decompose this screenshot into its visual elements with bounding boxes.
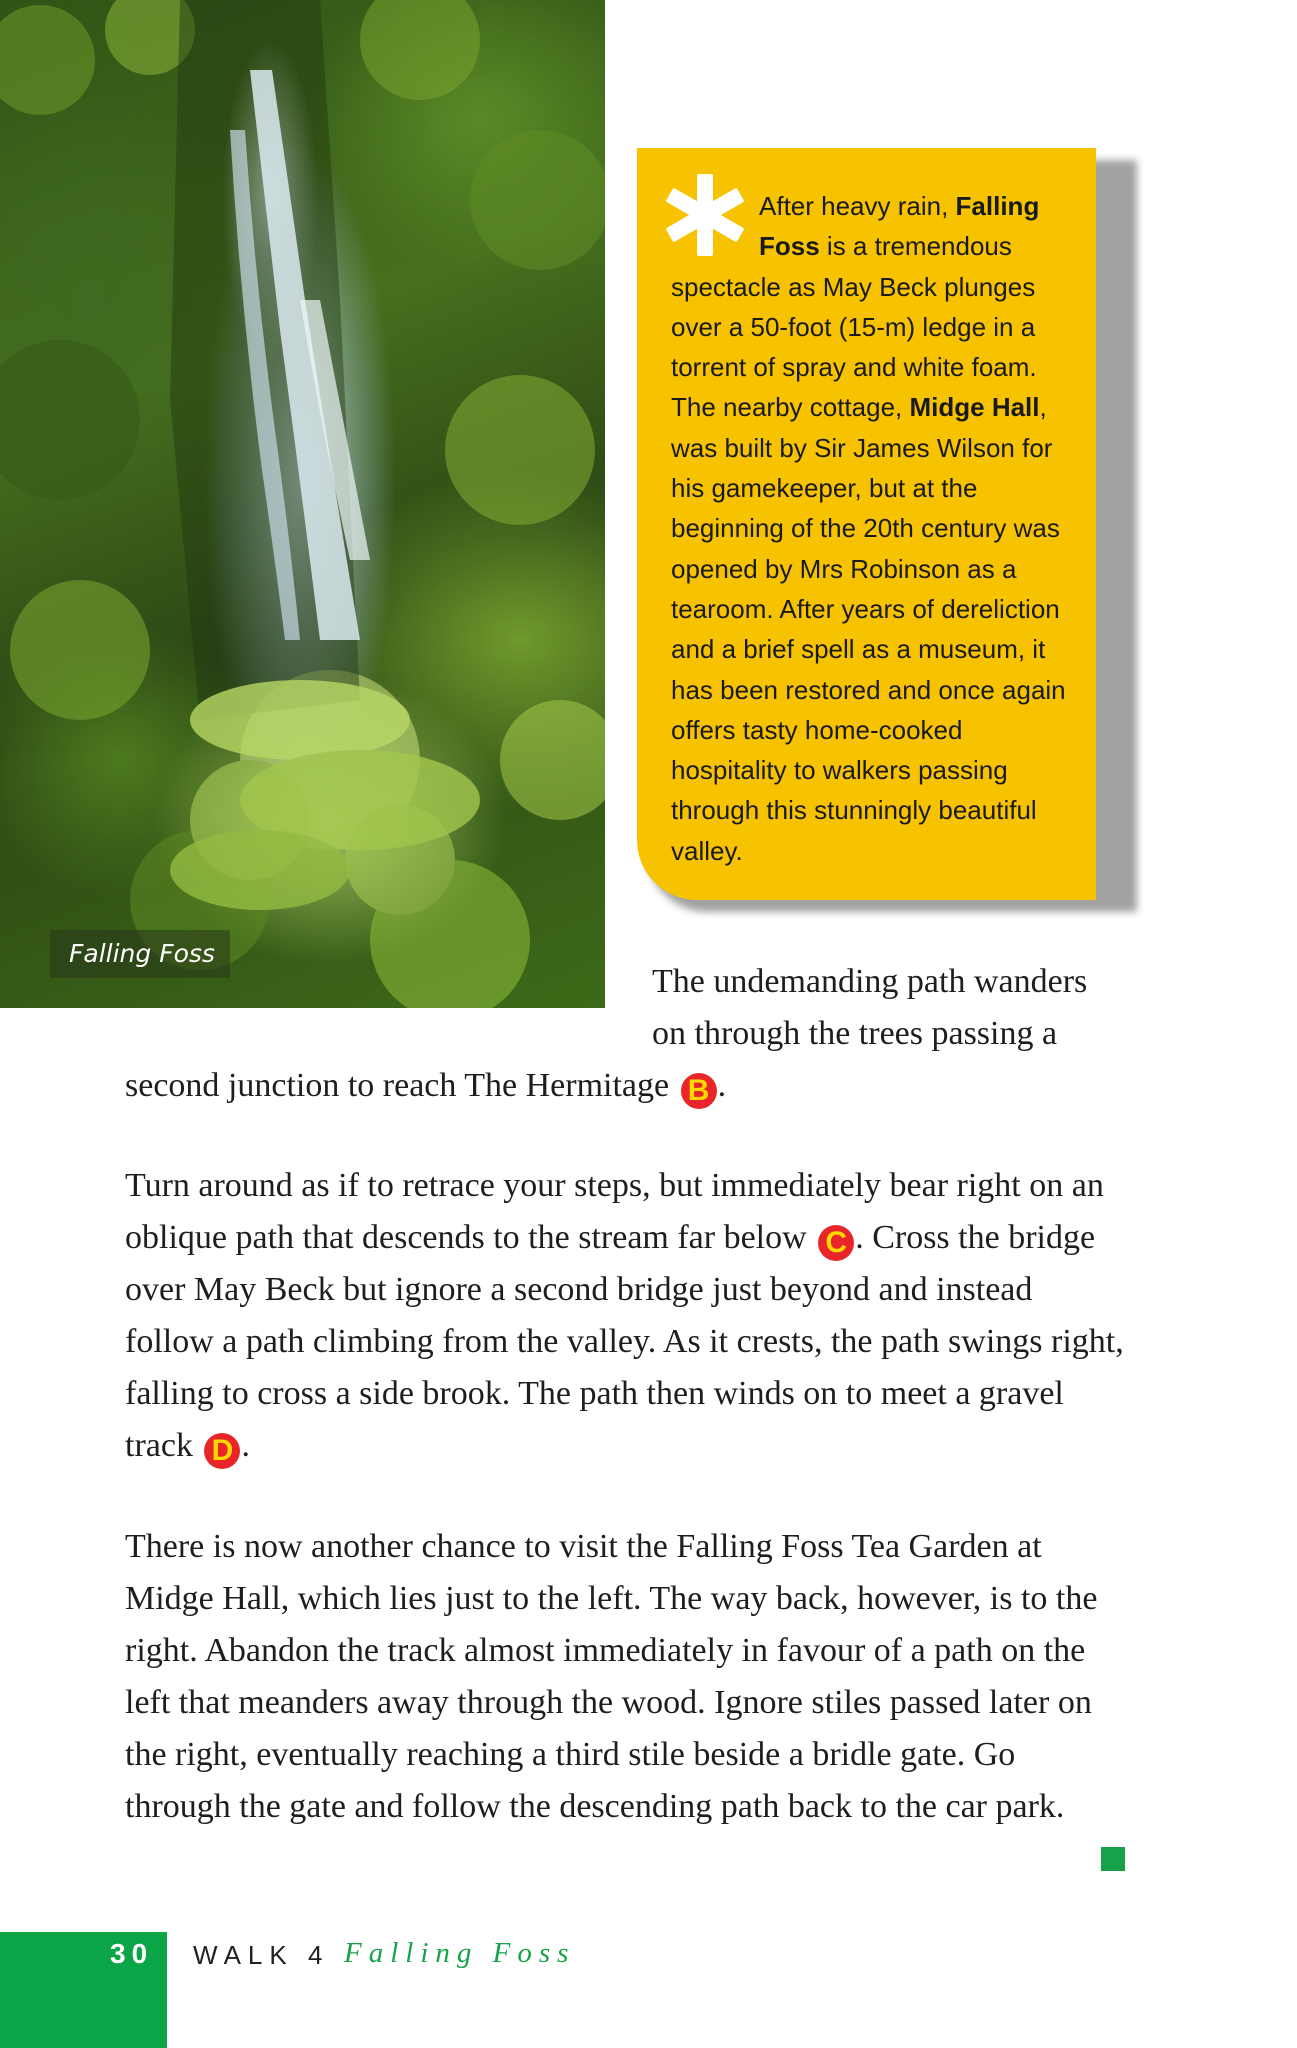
walk-label: WALK 4: [193, 1940, 330, 1970]
callout-falling-foss: Falling Foss: [759, 191, 1040, 262]
callout-intro: After heavy rain,: [759, 191, 956, 221]
paragraph2: [125, 1160, 1125, 1472]
paragraph2-part1: Turn around as if to retrace your steps, but immediately bear right on an oblique path that descends to the stream far below: [125, 1167, 1104, 1256]
paragraph1-line3-text: second junction to reach The Hermitage: [125, 1067, 670, 1104]
callout-text-2: , was built by Sir James Wilson for his gamekeeper, but at the beginning of the 20th century was opened by Mrs Robinson as a tearoom. After years of dereliction and a brief spell as a museum, it has been restored and once again offers tasty home-cooked hospitality to walkers passing through this stunningly beautiful valley.: [671, 392, 1066, 866]
waypoint-d-marker: D: [204, 1433, 240, 1469]
paragraph1-end: .: [717, 1067, 727, 1104]
walk-name: Falling Foss: [344, 1937, 576, 1969]
paragraph1-line3: [125, 1060, 726, 1112]
photo-caption: Falling Foss: [50, 930, 230, 978]
paragraph2-end: .: [241, 1427, 250, 1464]
callout-text: [671, 186, 1077, 871]
waterfall-illustration: [0, 0, 605, 1008]
paragraph1-line2: on through the trees passing a: [652, 1015, 1058, 1052]
waypoint-b-marker: B: [681, 1073, 717, 1109]
paragraph3: There is now another chance to visit the Falling Foss Tea Garden at Midge Hall, which lies just to the left. The way back, however, is to the right. Abandon the track almost immediately in favour of a path on the left that meanders away through the wood. Ignore stiles passed later on the right, eventually reaching a third stile beside a bridle gate. Go through the gate and follow the descending path back to the car park.: [125, 1528, 1098, 1825]
end-square-icon: [1101, 1847, 1125, 1871]
falling-foss-photo: [0, 0, 605, 1008]
page-number: 30: [110, 1938, 154, 1969]
callout-text-1: is a tremendous spectacle as May Beck plunges over a 50-foot (15-m) ledge in a torrent of spray and white foam. The nearby cottage,: [671, 231, 1037, 423]
paragraph2-part2: . Cross the bridge over May Beck but ignore a second bridge just beyond and instead follow a path climbing from the valley. As it crests, the path swings right, falling to cross a side brook. The path then winds on to meet a gravel track: [125, 1219, 1124, 1464]
paragraph1-line1: The undemanding path wanders: [652, 963, 1088, 1000]
callout-icon-spacer: [671, 186, 759, 266]
callout-midge-hall: Midge Hall: [909, 392, 1040, 423]
waypoint-c-marker: C: [818, 1225, 854, 1261]
